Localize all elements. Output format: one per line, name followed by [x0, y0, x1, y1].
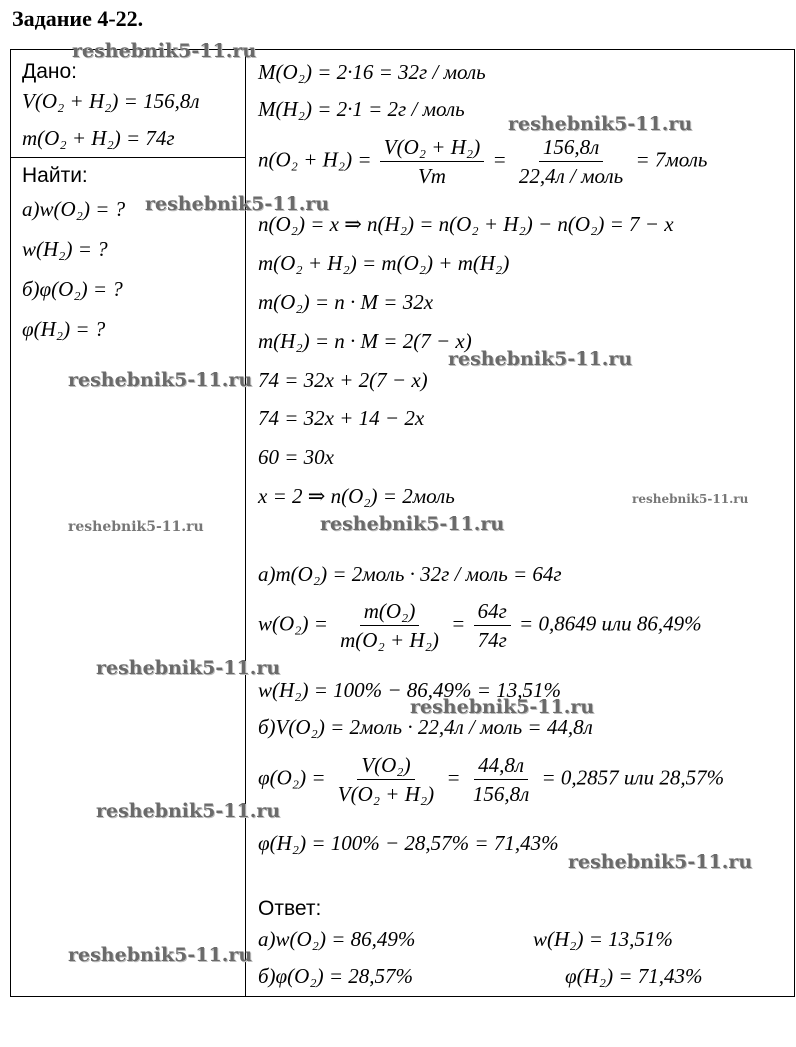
fraction-numerator: 44,8л [474, 752, 528, 780]
given-volume: V(O₂ + H₂) = 156,8л [22, 89, 200, 113]
answer-w-h2: w(H₂) = 13,51% [533, 927, 673, 951]
moles-substitution: n(O₂) = x ⇒ n(H₂) = n(O₂ + H₂) − n(O₂) = 7 − x [258, 212, 674, 236]
answer-phi-o2: б)φ(O₂) = 28,57% [258, 964, 414, 988]
mass-fraction-result: = 0,8649 или 86,49% [519, 611, 702, 636]
equation-step-2: 74 = 32x + 14 − 2x [258, 406, 425, 430]
volume-fraction-equation [258, 752, 724, 807]
mass-fraction-h2: w(H₂) = 100% − 86,49% = 13,51% [258, 678, 561, 702]
mass-fraction-equation [258, 598, 702, 653]
volume-o2-result: б)V(O₂) = 2моль · 22,4л / моль = 44,8л [258, 715, 593, 739]
watermark: reshebnik5-11.ru [448, 348, 633, 370]
fraction-denominator: m(O₂ + H₂) [340, 628, 439, 652]
watermark: reshebnik5-11.ru [632, 492, 749, 506]
find-header: Найти: [22, 164, 88, 187]
mass-o2-expr: m(O₂) = n · M = 32x [258, 290, 434, 314]
numeric-volume-fraction [515, 134, 627, 189]
given-header: Дано: [22, 60, 78, 83]
moles-total-result: = 7моль [635, 147, 708, 172]
fraction-numerator: 64г [474, 598, 511, 626]
watermark: reshebnik5-11.ru [320, 513, 505, 535]
moles-total-equation [258, 134, 707, 189]
fraction-denominator: 156,8л [472, 782, 530, 806]
volume-fraction-result: = 0,2857 или 28,57% [541, 765, 725, 790]
given-mass: m(O₂ + H₂) = 74г [22, 126, 175, 150]
volume-over-vm-fraction [380, 134, 484, 189]
given-find-divider [10, 157, 246, 158]
fraction-denominator: 22,4л / моль [518, 164, 624, 188]
find-phi-h2: φ(H₂) = ? [22, 317, 106, 341]
watermark: reshebnik5-11.ru [410, 696, 595, 718]
volume-fraction-h2: φ(H₂) = 100% − 28,57% = 71,43% [258, 831, 559, 855]
molar-mass-h2: M(H₂) = 2·1 = 2г / моль [258, 97, 465, 121]
equation-result: x = 2 ⇒ n(O₂) = 2моль [258, 484, 455, 508]
fraction-denominator: Vm [417, 164, 446, 188]
fraction-denominator: V(O₂ + H₂) [337, 782, 435, 806]
fraction-numerator: 156,8л [539, 134, 603, 162]
numeric-mass-fraction [474, 598, 511, 653]
mass-sum: m(O₂ + H₂) = m(O₂) + m(H₂) [258, 251, 510, 275]
find-phi-o2: б)φ(O₂) = ? [22, 277, 123, 301]
watermark: reshebnik5-11.ru [508, 113, 693, 135]
watermark: reshebnik5-11.ru [96, 657, 281, 679]
fraction-numerator: V(O₂ + H₂) [380, 134, 484, 162]
equals-sign: = [451, 611, 466, 636]
volume-ratio-fraction [334, 752, 438, 807]
fraction-numerator: V(O₂) [357, 752, 414, 780]
find-w-h2: w(H₂) = ? [22, 237, 108, 261]
equals-sign: = [492, 147, 507, 172]
find-w-o2: а)w(O₂) = ? [22, 197, 126, 221]
fraction-denominator: 74г [477, 628, 507, 652]
watermark: reshebnik5-11.ru [68, 369, 253, 391]
mass-ratio-fraction [336, 598, 443, 653]
volume-fraction-left: φ(O₂) = [258, 765, 326, 790]
mass-h2-expr: m(H₂) = n · M = 2(7 − x) [258, 329, 472, 353]
watermark: reshebnik5-11.ru [568, 851, 753, 873]
fraction-numerator: m(O₂) [360, 598, 420, 626]
watermark: reshebnik5-11.ru [72, 40, 257, 62]
answer-w-o2: а)w(O₂) = 86,49% [258, 927, 416, 951]
moles-total-left: n(O₂ + H₂) = [258, 147, 372, 172]
watermark: reshebnik5-11.ru [145, 193, 330, 215]
equals-sign: = [446, 765, 461, 790]
watermark: reshebnik5-11.ru [68, 519, 204, 535]
molar-mass-o2: M(O₂) = 2·16 = 32г / моль [258, 60, 486, 84]
mass-o2-result: а)m(O₂) = 2моль · 32г / моль = 64г [258, 562, 562, 586]
task-title: Задание 4-22. [12, 6, 144, 31]
answer-header: Ответ: [258, 897, 322, 920]
watermark: reshebnik5-11.ru [68, 944, 253, 966]
mass-fraction-left: w(O₂) = [258, 611, 328, 636]
numeric-volume-ratio-fraction [469, 752, 533, 807]
equation-step-1: 74 = 32x + 2(7 − x) [258, 368, 428, 392]
watermark: reshebnik5-11.ru [96, 800, 281, 822]
column-divider [245, 49, 246, 997]
equation-step-3: 60 = 30x [258, 445, 334, 469]
answer-phi-h2: φ(H₂) = 71,43% [565, 964, 703, 988]
